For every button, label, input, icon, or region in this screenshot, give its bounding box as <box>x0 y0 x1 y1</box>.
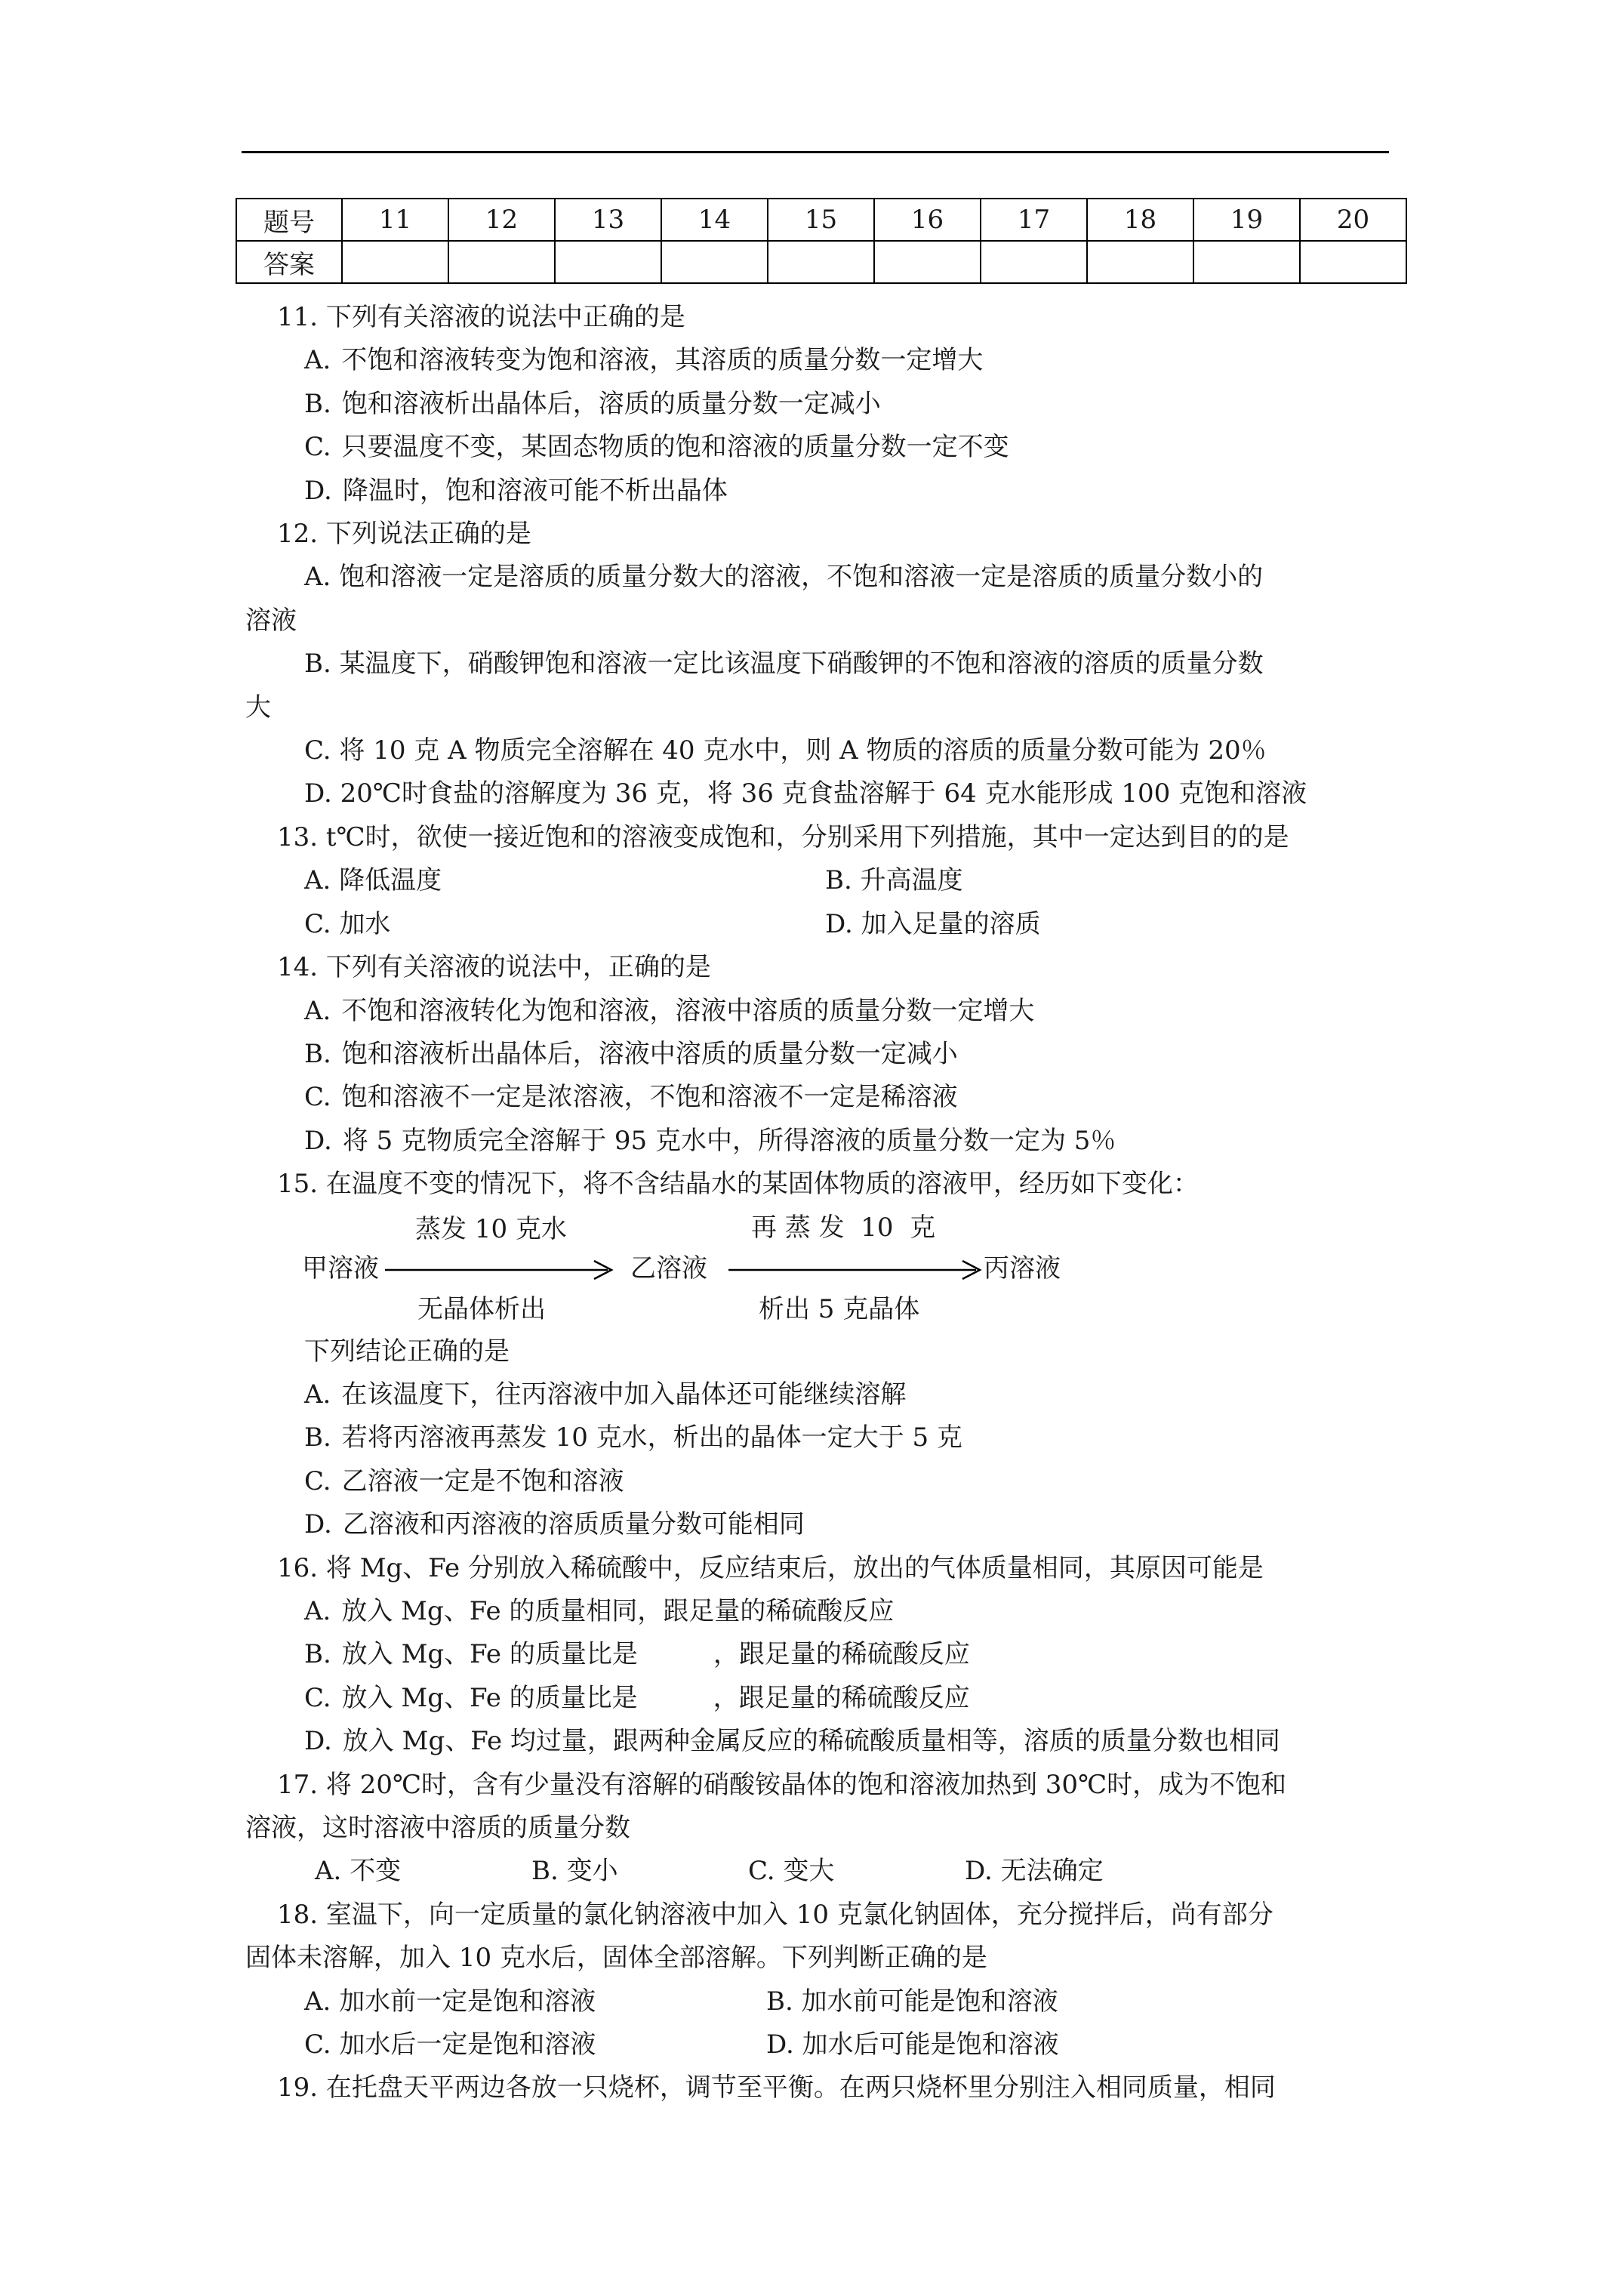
question-number: 19. <box>277 2073 319 2103</box>
option-text: 变大 <box>783 1856 835 1887</box>
question-number: 18. <box>277 1899 319 1930</box>
option-text: 加水后一定是饱和溶液 <box>339 2029 596 2060</box>
option-letter: D. <box>304 1125 332 1156</box>
option-continuation: 大 <box>245 692 271 723</box>
question-stem <box>245 513 1412 556</box>
option <box>245 426 1412 469</box>
option-letter: B. <box>531 1856 559 1887</box>
option-text: 加水前一定是饱和溶液 <box>339 1986 596 2017</box>
option-letter: A. <box>304 995 331 1026</box>
option <box>825 903 1346 946</box>
option-text: 无法确定 <box>1000 1856 1104 1887</box>
question-text: 在温度不变的情况下，将不含结晶水的某固体物质的溶液甲，经历如下变化： <box>325 1169 1199 1200</box>
answer-cell[interactable] <box>555 241 661 283</box>
answer-cell[interactable] <box>342 241 448 283</box>
option <box>245 1076 1412 1119</box>
question-stem <box>245 1547 1412 1590</box>
option-row <box>245 1850 1412 1893</box>
answer-table-number: 17 <box>981 199 1087 241</box>
option-row <box>245 859 1412 902</box>
answer-cell[interactable] <box>981 241 1087 283</box>
option <box>245 1590 1412 1633</box>
option <box>245 1677 1412 1720</box>
step-result: 无晶体析出 <box>417 1293 546 1324</box>
option <box>245 1033 1412 1076</box>
option <box>766 1980 1287 2023</box>
option-text: 若将丙溶液再蒸发 10 克水，析出的晶体一定大于 5 克 <box>341 1422 962 1453</box>
option-text: 将 5 克物质完全溶解于 95 克水中，所得溶液的质量分数一定为 5％ <box>342 1125 1116 1156</box>
option <box>304 903 825 946</box>
option <box>245 1720 1412 1763</box>
question-stem <box>245 2066 1412 2110</box>
option <box>245 1373 1412 1416</box>
answer-table-number: 12 <box>448 199 555 241</box>
option-letter: C. <box>748 1856 775 1887</box>
question-number: 14. <box>277 952 319 983</box>
question-stem <box>245 1163 1412 1206</box>
answer-table-number: 13 <box>555 199 661 241</box>
question-number: 15. <box>277 1169 319 1200</box>
option: D. 20℃时食盐的溶解度为 36 克，将 36 克食盐溶解于 64 克水能形成 100 克饱和溶液 <box>304 778 1307 809</box>
option <box>245 990 1412 1033</box>
option-letter: D. <box>766 2029 794 2060</box>
question-text: 下列有关溶液的说法中正确的是 <box>325 302 685 332</box>
option-letter: C. <box>304 432 331 463</box>
option-letter: B. <box>304 388 331 419</box>
option-text: 加水前可能是饱和溶液 <box>801 1986 1058 2017</box>
question-text: 下列说法正确的是 <box>325 519 531 550</box>
answer-table-number: 15 <box>768 199 874 241</box>
option <box>304 1980 766 2023</box>
question-text: 室温下，向一定质量的氯化钠溶液中加入 10 克氯化钠固体，充分搅拌后，尚有部分 <box>325 1899 1273 1930</box>
question-text-continuation: 溶液，这时溶液中溶质的质量分数 <box>245 1813 630 1843</box>
option-letter: B. <box>825 865 852 896</box>
option-letter: C. <box>304 1465 331 1496</box>
option <box>245 1503 1412 1546</box>
option <box>245 1633 1412 1676</box>
solution-label: 甲溶液 <box>302 1253 379 1284</box>
question-number: 13. <box>277 821 319 852</box>
option-letter: B. <box>304 1422 331 1453</box>
question-stem <box>245 296 1412 339</box>
option-letter: B. <box>304 1038 331 1069</box>
option <box>531 1850 748 1893</box>
option-text: ，跟足量的稀硫酸反应 <box>713 1639 970 1670</box>
option-text: 降温时，饱和溶液可能不析出晶体 <box>342 475 728 506</box>
question-text: 下列有关溶液的说法中，正确的是 <box>325 952 711 983</box>
answer-table-answer-row <box>236 241 1406 283</box>
option <box>825 859 1346 902</box>
answer-table-number: 11 <box>342 199 448 241</box>
option-row <box>245 2023 1412 2066</box>
option-text: 升高温度 <box>860 865 963 896</box>
question-stem <box>245 946 1412 989</box>
step-condition: 再 蒸 发 10 克 <box>751 1212 936 1243</box>
option-letter: C. <box>304 1082 331 1113</box>
option-letter: A. <box>304 865 331 896</box>
option-text: 加水 <box>339 908 391 939</box>
option <box>245 383 1412 426</box>
solution-label: 乙溶液 <box>630 1253 707 1284</box>
solution-label: 丙溶液 <box>984 1253 1061 1284</box>
option-letter: A. <box>304 345 331 376</box>
option-text: 放入 Mg、Fe 的质量相同，跟足量的稀硫酸反应 <box>341 1595 895 1626</box>
option-text: 在该温度下，往丙溶液中加入晶体还可能继续溶解 <box>341 1379 907 1410</box>
option-text: 不饱和溶液转变为饱和溶液，其溶质的质量分数一定增大 <box>341 345 984 376</box>
option-letter: B. <box>304 1639 331 1670</box>
question-number: 11. <box>277 302 319 332</box>
answer-cell[interactable] <box>1300 241 1406 283</box>
option-text: 放入 Mg、Fe 的质量比是 <box>341 1639 638 1670</box>
option: A. 饱和溶液一定是溶质的质量分数大的溶液，不饱和溶液一定是溶质的质量分数小的 <box>304 562 1264 593</box>
option-letter: A. <box>315 1856 342 1887</box>
question-stem <box>245 816 1412 859</box>
option-continuation: 溶液 <box>245 605 297 636</box>
option <box>245 470 1412 513</box>
question-number: 16. <box>277 1552 319 1583</box>
answer-table-number-row <box>236 199 1406 241</box>
option <box>245 1120 1412 1163</box>
answer-table-row-header: 答案 <box>236 241 342 283</box>
option-letter: C. <box>304 1682 331 1713</box>
question-list <box>245 296 1412 2110</box>
question-number: 17. <box>277 1769 319 1800</box>
option-letter: C. <box>304 2029 331 2060</box>
answer-table-row-header: 题号 <box>236 199 342 241</box>
option-text: 不饱和溶液转化为饱和溶液，溶液中溶质的质量分数一定增大 <box>341 995 1035 1026</box>
option-letter: B. <box>766 1986 793 2017</box>
option-letter: D. <box>304 475 332 506</box>
question-text: 在托盘天平两边各放一只烧杯，调节至平衡。在两只烧杯里分别注入相同质量，相同 <box>325 2073 1276 2103</box>
answer-table-number: 18 <box>1087 199 1193 241</box>
question-stem <box>245 1764 1412 1807</box>
option <box>304 2023 766 2066</box>
option: C. 将 10 克 A 物质完全溶解在 40 克水中，则 A 物质的溶质的质量分数可能为 20％ <box>304 735 1267 766</box>
option-text: 变小 <box>566 1856 618 1887</box>
option-letter: A. <box>304 1595 331 1626</box>
option <box>315 1850 531 1893</box>
question-text: 将 Mg、Fe 分别放入稀硫酸中，反应结束后，放出的气体质量相同，其原因可能是 <box>325 1552 1264 1583</box>
option-text: 加水后可能是饱和溶液 <box>802 2029 1059 2060</box>
question-text-continuation: 固体未溶解，加入 10 克水后，固体全部溶解。下列判断正确的是 <box>245 1943 987 1974</box>
answer-cell[interactable] <box>661 241 768 283</box>
question-lead: 下列结论正确的是 <box>304 1336 510 1367</box>
option <box>245 339 1412 382</box>
answer-table <box>236 198 1407 284</box>
option-text: 乙溶液和丙溶液的溶质质量分数可能相同 <box>342 1509 805 1540</box>
answer-table-number: 16 <box>874 199 981 241</box>
option <box>245 1416 1412 1459</box>
answer-cell[interactable] <box>1087 241 1193 283</box>
option-text: 加入足量的溶质 <box>861 908 1041 939</box>
answer-cell[interactable] <box>768 241 874 283</box>
option-text: 放入 Mg、Fe 的质量比是 <box>341 1682 638 1713</box>
question-text: t℃时，欲使一接近饱和的溶液变成饱和，分别采用下列措施，其中一定达到目的的是 <box>325 821 1289 852</box>
option <box>766 2023 1287 2066</box>
option-letter: C. <box>304 908 331 939</box>
option-letter: A. <box>304 1986 331 2017</box>
option: B. 某温度下，硝酸钾饱和溶液一定比该温度下硝酸钾的不饱和溶液的溶质的质量分数 <box>304 649 1264 680</box>
option-text: 降低温度 <box>339 865 442 896</box>
option-letter: D. <box>965 1856 993 1887</box>
step-condition: 蒸发 10 克水 <box>415 1213 567 1244</box>
answer-cell[interactable] <box>448 241 555 283</box>
option <box>748 1850 965 1893</box>
option <box>245 1460 1412 1503</box>
option-text: 饱和溶液析出晶体后，溶液中溶质的质量分数一定减小 <box>341 1038 958 1069</box>
option-text: 乙溶液一定是不饱和溶液 <box>341 1465 624 1496</box>
answer-cell[interactable] <box>1193 241 1300 283</box>
option <box>304 859 825 902</box>
option-text: 放入 Mg、Fe 均过量，跟两种金属反应的稀硫酸质量相等，溶质的质量分数也相同 <box>342 1726 1280 1757</box>
option-row <box>245 1980 1412 2023</box>
option-letter: D. <box>304 1726 332 1757</box>
option-text: 不变 <box>350 1856 402 1887</box>
option-text: ，跟足量的稀硫酸反应 <box>713 1682 970 1713</box>
question-text: 将 20℃时，含有少量没有溶解的硝酸铵晶体的饱和溶液加热到 30℃时，成为不饱和 <box>325 1769 1287 1800</box>
answer-table-number: 14 <box>661 199 768 241</box>
header-rule <box>242 151 1389 153</box>
step-result: 析出 5 克晶体 <box>759 1293 920 1324</box>
answer-cell[interactable] <box>874 241 981 283</box>
option-text: 饱和溶液析出晶体后，溶质的质量分数一定减小 <box>341 388 881 419</box>
option-letter: D. <box>304 1509 332 1540</box>
answer-table-number: 20 <box>1300 199 1406 241</box>
option-letter: D. <box>825 908 853 939</box>
process-diagram <box>245 1207 1412 1330</box>
option-letter: A. <box>304 1379 331 1410</box>
option <box>965 1850 1181 1893</box>
question-number: 12. <box>277 519 319 550</box>
option-text: 饱和溶液不一定是浓溶液，不饱和溶液不一定是稀溶液 <box>341 1082 958 1113</box>
answer-table-number: 19 <box>1193 199 1300 241</box>
option-row <box>245 903 1412 946</box>
option-text: 只要温度不变，某固态物质的饱和溶液的质量分数一定不变 <box>341 432 1009 463</box>
question-stem <box>245 1894 1412 1937</box>
